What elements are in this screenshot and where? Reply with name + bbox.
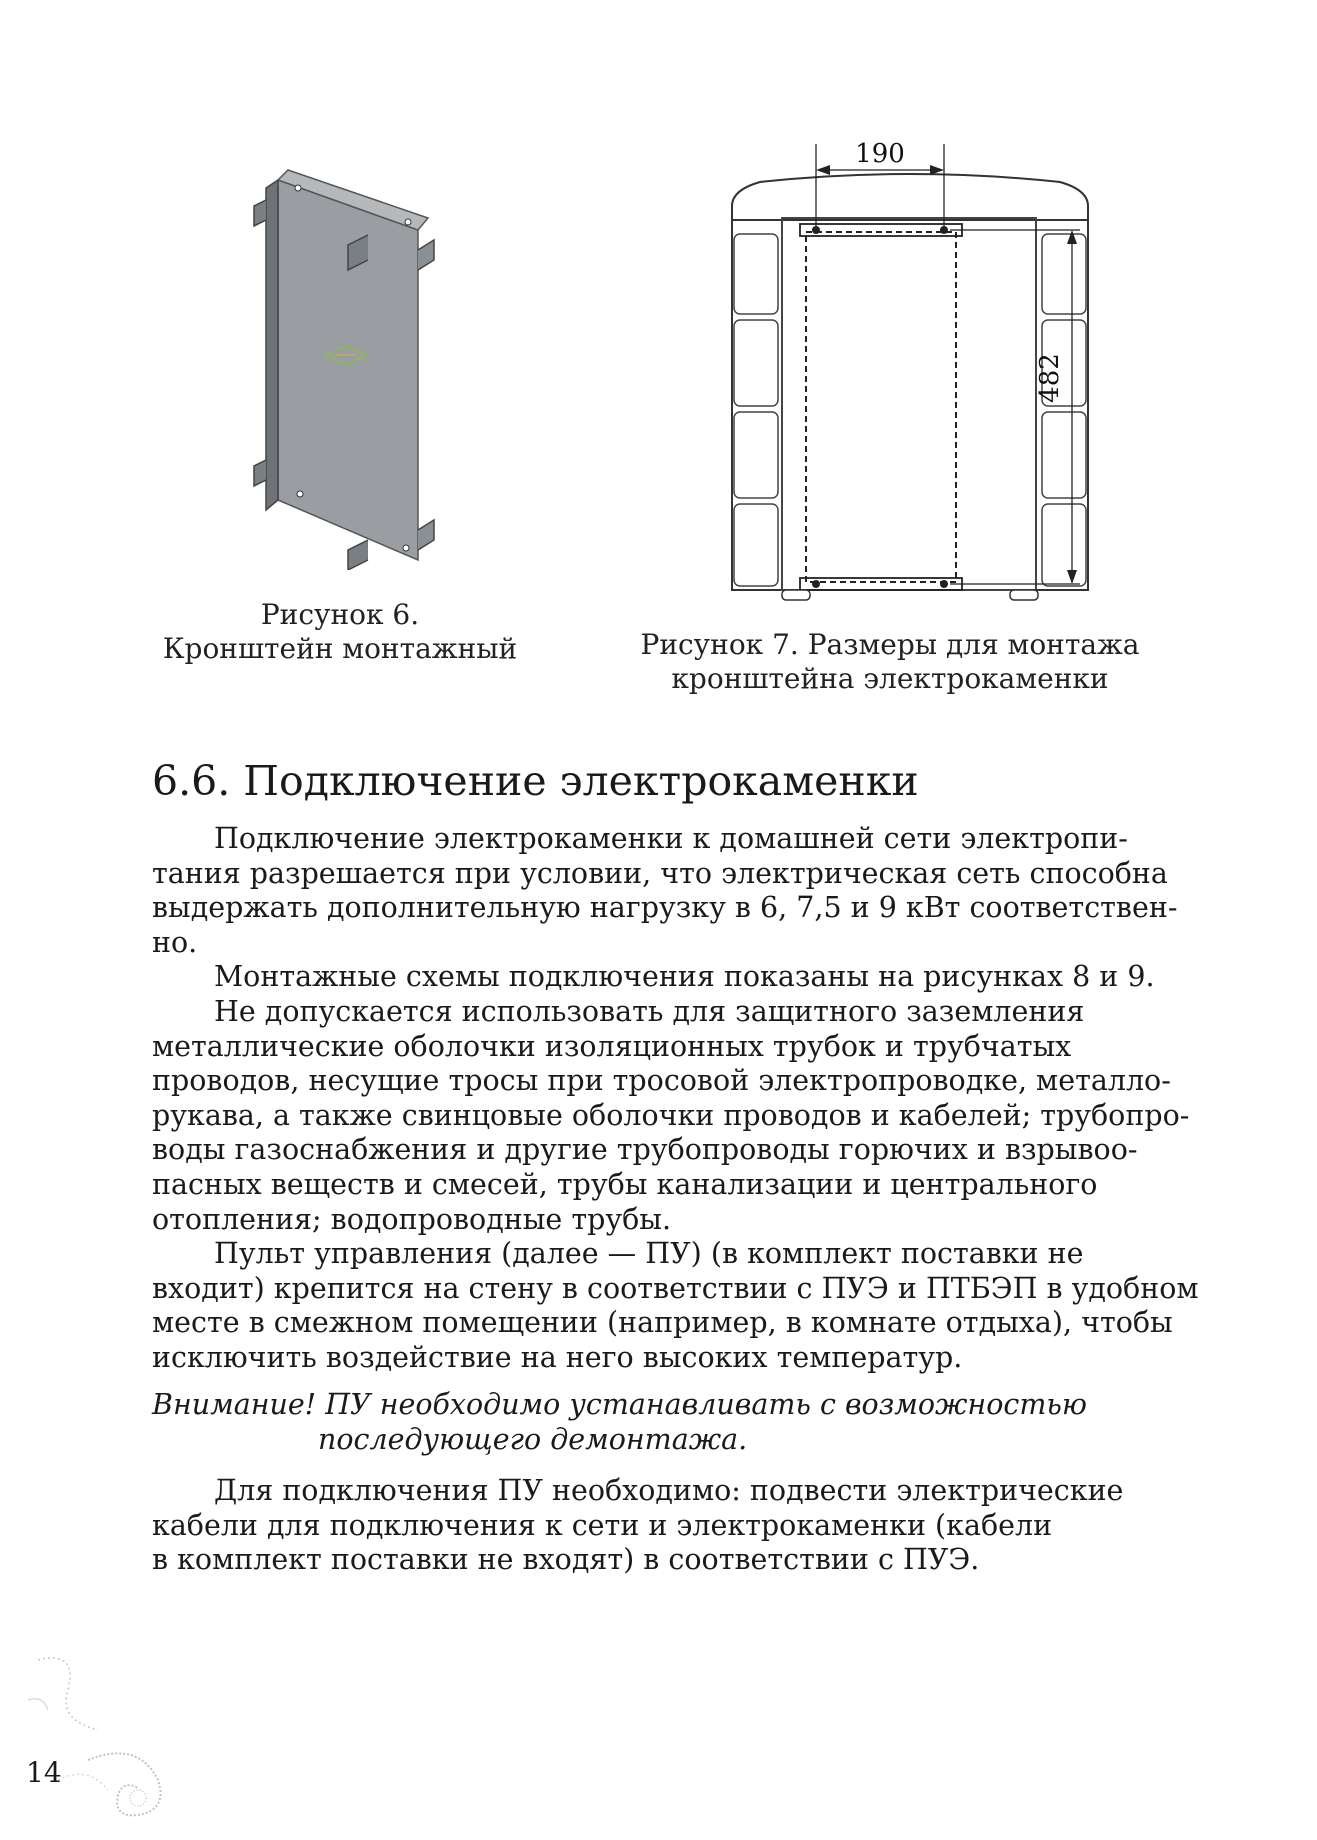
text-line: Не допускается использовать для защитного заземления <box>214 994 1085 1028</box>
mounting-bracket-illustration <box>248 160 448 570</box>
text-line: проводов, несущие тросы при тросовой электропроводке, металло- <box>152 1064 1171 1098</box>
warning-note <box>152 1388 1152 1457</box>
text-line: в комплект поставки не входят) в соответствии с ПУЭ. <box>152 1543 980 1577</box>
paragraph-power-requirements <box>152 822 1187 960</box>
paragraph-cable-connection-text <box>152 1474 1187 1578</box>
paragraph-cable-connection <box>152 1474 1187 1578</box>
figure-6-caption-line1: Рисунок 6. <box>260 598 420 631</box>
text-line: воды газоснабжения и другие трубопроводы горючих и взрывоо- <box>152 1133 1138 1167</box>
figure-7-caption <box>630 628 1150 696</box>
paragraph-wiring-diagrams <box>152 960 1187 995</box>
swirl-ornament-icon <box>18 1640 198 1830</box>
warning-line1: Внимание! ПУ необходимо устанавливать с возможностью <box>152 1388 1087 1421</box>
section-heading: 6.6. Подключение электрокаменки <box>152 757 919 805</box>
text-line: металлические оболочки изоляционных трубок и трубчатых <box>152 1029 1072 1063</box>
text-line: но. <box>152 925 198 959</box>
figure-6-caption <box>140 598 540 666</box>
text-line: входит) крепится на стену в соответствии с ПУЭ и ПТБЭП в удобном <box>152 1271 1199 1305</box>
section-body <box>152 822 1199 1376</box>
text-line: выдержать дополнительную нагрузку в 6, 7,5 и 9 кВт соответствен- <box>152 891 1178 925</box>
figure-6-caption-line2: Кронштейн монтажный <box>162 632 518 665</box>
text-line: Пульт управления (далее — ПУ) (в комплект поставки не <box>214 1237 1084 1271</box>
heater-dimensions-drawing <box>720 130 1100 620</box>
text-line: рукава, а также свинцовые оболочки проводов и кабелей; трубопро- <box>152 1098 1190 1132</box>
text-line: пасных веществ и смесей, трубы канализации и центрального <box>152 1167 1098 1201</box>
page-number: 14 <box>26 1756 62 1789</box>
text-line: Подключение электрокаменки к домашней сети электропи- <box>214 822 1128 855</box>
text-line: Монтажные схемы подключения показаны на рисунках 8 и 9. <box>214 960 1155 994</box>
paragraph-grounding-restrictions <box>152 994 1190 1237</box>
text-line: месте в смежном помещении (например, в комнате отдыха), чтобы <box>152 1306 1173 1340</box>
text-line: кабели для подключения к сети и электрокаменки (кабели <box>152 1508 1053 1542</box>
dimension-width-label: 190 <box>855 139 905 169</box>
paragraph-control-panel <box>152 1237 1199 1375</box>
warning-line2: последующего демонтажа. <box>318 1422 748 1456</box>
figure-7-caption-line2: кронштейна электрокаменки <box>671 662 1109 695</box>
figure-7-caption-line1: Рисунок 7. Размеры для монтажа <box>640 628 1140 661</box>
text-line: Для подключения ПУ необходимо: подвести электрические <box>214 1474 1124 1507</box>
text-line: исключить воздействие на него высоких температур. <box>152 1340 963 1374</box>
text-line: тания разрешается при условии, что электрическая сеть способна <box>152 856 1168 890</box>
text-line: отопления; водопроводные трубы. <box>152 1202 672 1236</box>
dimension-height-label: 482 <box>1035 353 1065 403</box>
